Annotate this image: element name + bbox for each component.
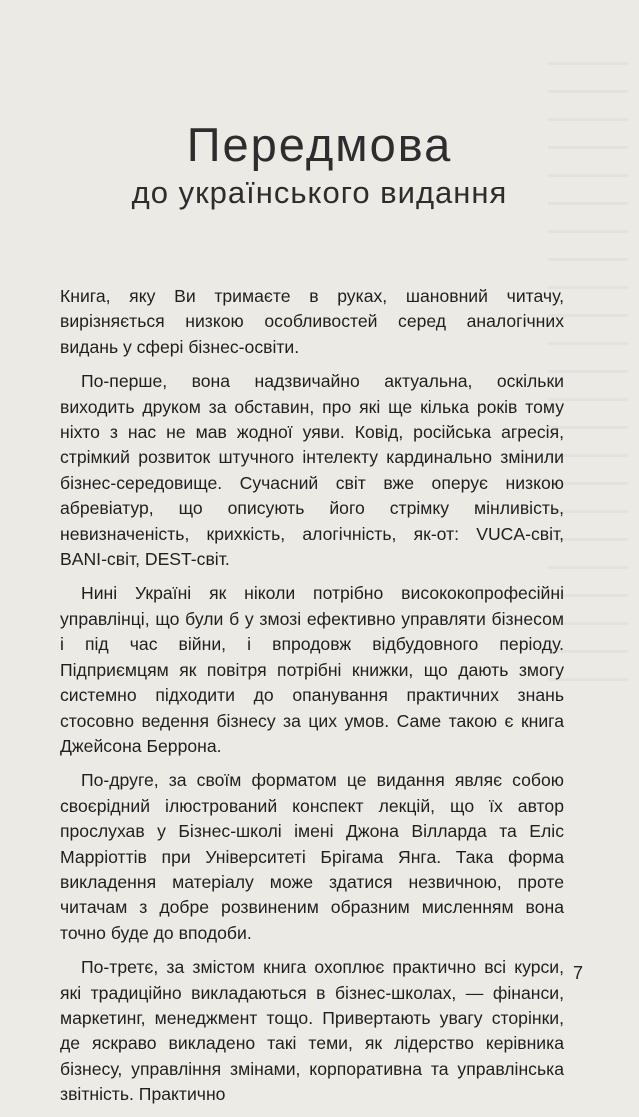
paragraph: По-третє, за змістом книга охоплює практично всі курси, які традиційно викладаються в бізнес-школах, — фінанси, маркетинг, менеджмент тощо. Привертають увагу сторінки, де яскраво викладено такі теми, як лідерство керівника бізнесу, управління змінами, корпоративна та управлінська звітність. Практично <box>60 957 564 1105</box>
page-subtitle: до українського видання <box>131 174 508 210</box>
paragraph: Нині Україні як ніколи потрібно висококопрофесійні управлінці, що були б у змозі ефективно управляти бізнесом і під час війни, і впродовж відбудовного періоду. Підприємцям як повітря потрібні книжки, що дають змогу системно підходити до опанування практичних знань стосовно ведення бізнесу за цих умов. Саме такою є книга Джейсона Беррона. <box>60 583 564 756</box>
body-text <box>60 284 564 1117</box>
page-number: 7 <box>572 963 583 983</box>
paragraph: По-друге, за своїм форматом це видання являє собою своєрідний ілюстрований конспект лекцій, що їх автор прослухав у Бізнес-школі імені Джона Вілларда та Еліс Марріоттів при Університеті Брігама Янга. Така форма викладення матеріалу може здатися незвичною, проте читачам з добре розвиненим образним мисленням вона точно буде до вподоби. <box>60 770 564 943</box>
paragraph: По-перше, вона надзвичайно актуальна, оскільки виходить друком за обставин, про які ще кілька років тому ніхто з нас не мав жодної уяви. Ковід, російська агресія, стрімкий розвиток штучного інтелекту кардинально змінили бізнес-середовище. Сучасний світ вже оперує низкою абревіатур, що описують його стрімку мінливість, невизначеність, крихкість, алогічність, як-от: VUCA-світ, BANI-світ, DEST-світ. <box>60 371 564 570</box>
paragraph: Книга, яку Ви тримаєте в руках, шановний читачу, вирізняється низкою особливостей серед аналогічних видань у сфері бізнес-освіти. <box>60 286 564 357</box>
page-title: Передмова <box>186 118 453 172</box>
